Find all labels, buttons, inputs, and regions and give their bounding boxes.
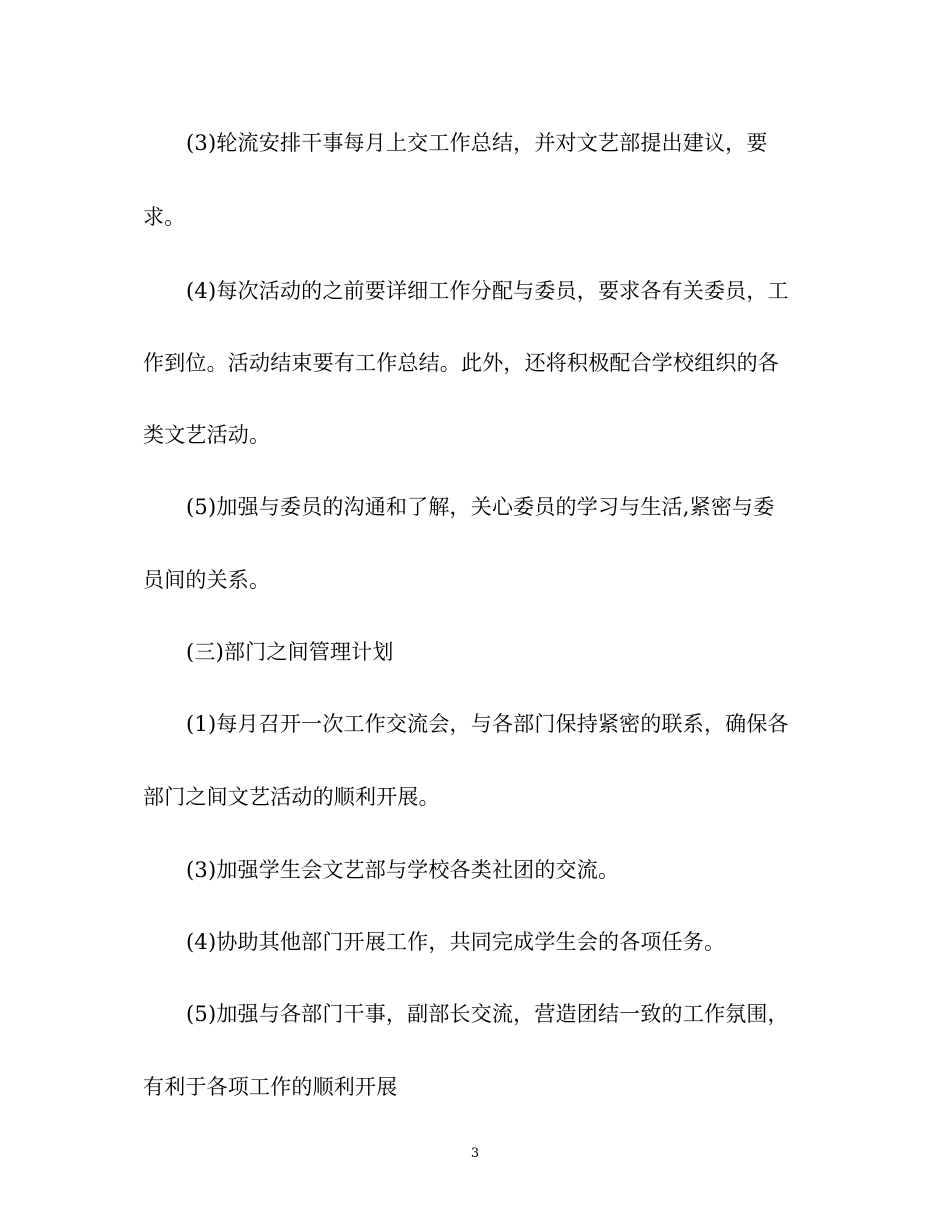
paragraph-line: (5)加强与各部门干事，副部长交流，营造团结一致的工作氛围， [186,1002,789,1026]
paragraph-line: 作到位。活动结束要有工作总结。此外，还将积极配合学校组织的各 [143,351,779,375]
paragraph-line: (5)加强与委员的沟通和了解，关心委员的学习与生活,紧密与委 [186,495,775,519]
paragraph-line: 求。 [143,205,186,229]
page-number: 3 [470,1146,480,1161]
paragraph-line: (4)协助其他部门开展工作，共同完成学生会的各项任务。 [186,930,726,954]
paragraph-line: (3)轮流安排干事每月上交工作总结，并对文艺部提出建议，要 [186,131,768,155]
paragraph-line: (3)加强学生会文艺部与学校各类社团的交流。 [186,858,620,882]
section-heading: (三)部门之间管理计划 [186,640,394,664]
paragraph-line: (4)每次活动的之前要详细工作分配与委员，要求各有关委员，工 [186,279,789,303]
paragraph-line: 员间的关系。 [143,568,271,592]
paragraph-line: (1)每月召开一次工作交流会，与各部门保持紧密的联系，确保各 [186,712,789,736]
paragraph-line: 类文艺活动。 [143,423,271,447]
paragraph-line: 部门之间文艺活动的顺利开展。 [143,785,440,809]
paragraph-line: 有利于各项工作的顺利开展 [143,1075,398,1099]
